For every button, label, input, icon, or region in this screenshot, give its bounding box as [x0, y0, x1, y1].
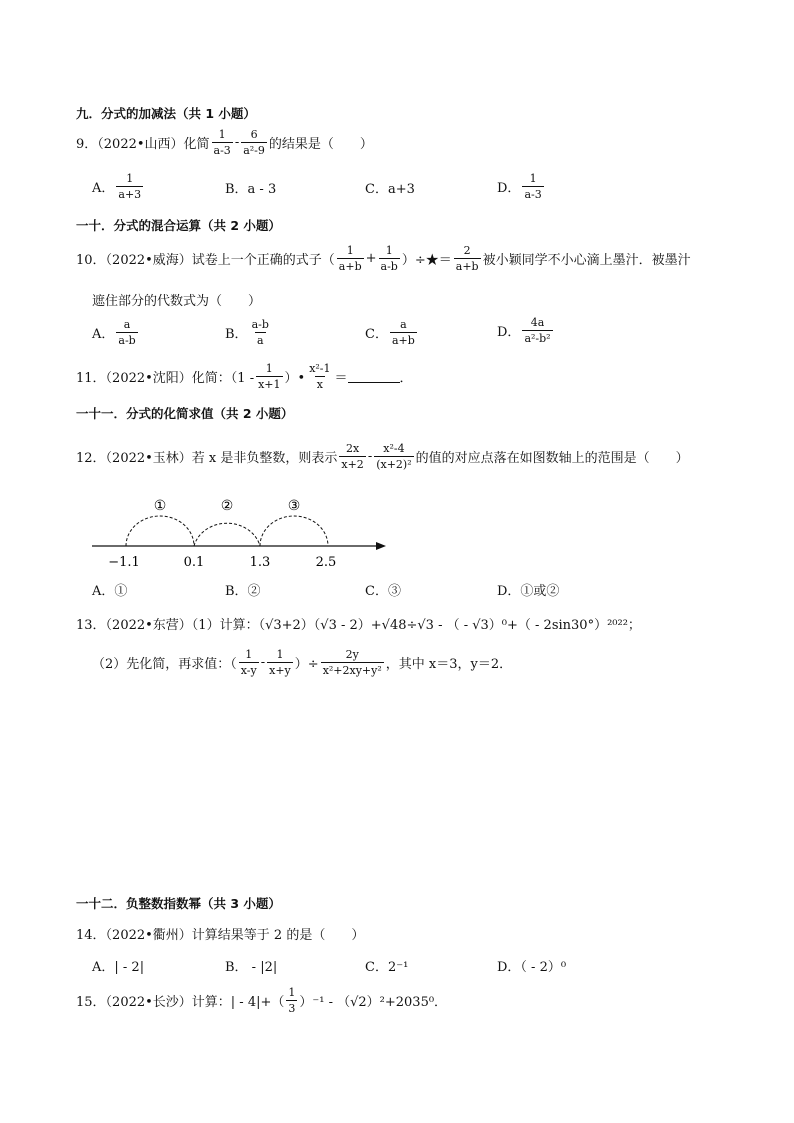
option-d: D．①或② [497, 584, 560, 599]
tick-label: 1.3 [249, 555, 271, 570]
option-c: C．a+3 [365, 182, 415, 197]
question-11: 11．（2022•沈阳）化简：（1 - $\frac{1}{x+1}$ ）• $\frac{\text{x²-1}}{x}$ ＝ ． [76, 362, 413, 391]
question-12: 12．（2022•玉林）若 x 是非负整数，则表示 $\frac{2x}{x+2}$ - $\frac{\text{x²-4}}{\text{(x+2)²}}$ 的值的对应点落在如图数轴上的范围是（ ） [76, 442, 689, 471]
arc-region-3 [260, 516, 328, 546]
option-b: B．a - 3 [225, 182, 277, 197]
section-heading-11: 一十一．分式的化简求值（共 2 小题） [76, 406, 294, 421]
tick-label: −1.1 [108, 555, 140, 570]
option-d: D． $\frac{1}{a-3}$ [497, 172, 542, 201]
option-b: B． - |2| [225, 960, 278, 975]
option-a: A．| - 2| [92, 960, 145, 975]
option-b: B．② [225, 584, 261, 599]
arc-region-1 [126, 516, 194, 546]
option-c: C． $\frac{a}{a+b}$ [365, 318, 415, 347]
option-c: C．2⁻¹ [365, 960, 409, 975]
axis-arrow-icon [376, 542, 386, 550]
option-a: A． $\frac{a}{a-b}$ [92, 318, 136, 347]
section-heading-10: 一十．分式的混合运算（共 2 小题） [76, 218, 281, 233]
question-10-line2: 遮住部分的代数式为（ ） [92, 294, 262, 309]
fraction: $\frac{1}{a-3}$ [213, 128, 231, 157]
section-heading-12: 一十二．负整数指数幂（共 3 小题） [76, 896, 281, 911]
option-c: C．③ [365, 584, 401, 599]
option-d: D． $\frac{4a}{\text{a²-b²}}$ [497, 316, 551, 345]
option-d: D．（ - 2）⁰ [497, 960, 567, 975]
tick-label: 0.1 [183, 555, 205, 570]
question-9: 9．（2022•山西）化简 $\frac{1}{a-3}$ - $\frac{6}{\text{a²-9}}$ 的结果是（ ） [76, 128, 373, 157]
question-15: 15．（2022•长沙）计算：| - 4|+（ $\frac{1}{3}$ ）⁻¹ - （√2）²+2035⁰． [76, 986, 448, 1015]
question-13-part2: （2）先化简，再求值：（ $\frac{1}{x-y}$ - $\frac{1}{x+y}$ ）÷ $\frac{2y}{\text{x²+2xy+y²}}$ ，其中 x＝3，y＝2． [92, 648, 513, 677]
number-line-figure [88, 494, 398, 572]
question-10: 10．（2022•威海）试卷上一个正确的式子（ $\frac{1}{a+b}$ + $\frac{1}{a-b}$ ）÷★＝ $\frac{2}{a+b}$ 被小颖同学不小心滴上墨汁．被墨汁 [76, 244, 691, 273]
arc-region-2 [194, 523, 260, 546]
region-label-2: ② [220, 498, 234, 514]
answer-blank [348, 370, 400, 383]
region-label-1: ① [153, 498, 167, 514]
question-14: 14．（2022•衢州）计算结果等于 2 的是（ ） [76, 928, 365, 943]
tick-label: 2.5 [315, 555, 337, 570]
region-label-3: ③ [287, 498, 301, 514]
fraction: $\frac{6}{\text{a²-9}}$ [243, 128, 265, 157]
question-13: 13．（2022•东营）（1）计算：（√3+2）（√3 - 2）+√48÷√3 - （ - √3）⁰+（ - 2sin30°）²⁰²²； [76, 618, 641, 633]
option-a: A．① [92, 584, 128, 599]
option-b: B． $\frac{a-b}{a}$ [225, 318, 269, 347]
section-heading-9: 九．分式的加减法（共 1 小题） [76, 106, 256, 121]
option-a: A． $\frac{1}{a+3}$ [92, 172, 142, 201]
